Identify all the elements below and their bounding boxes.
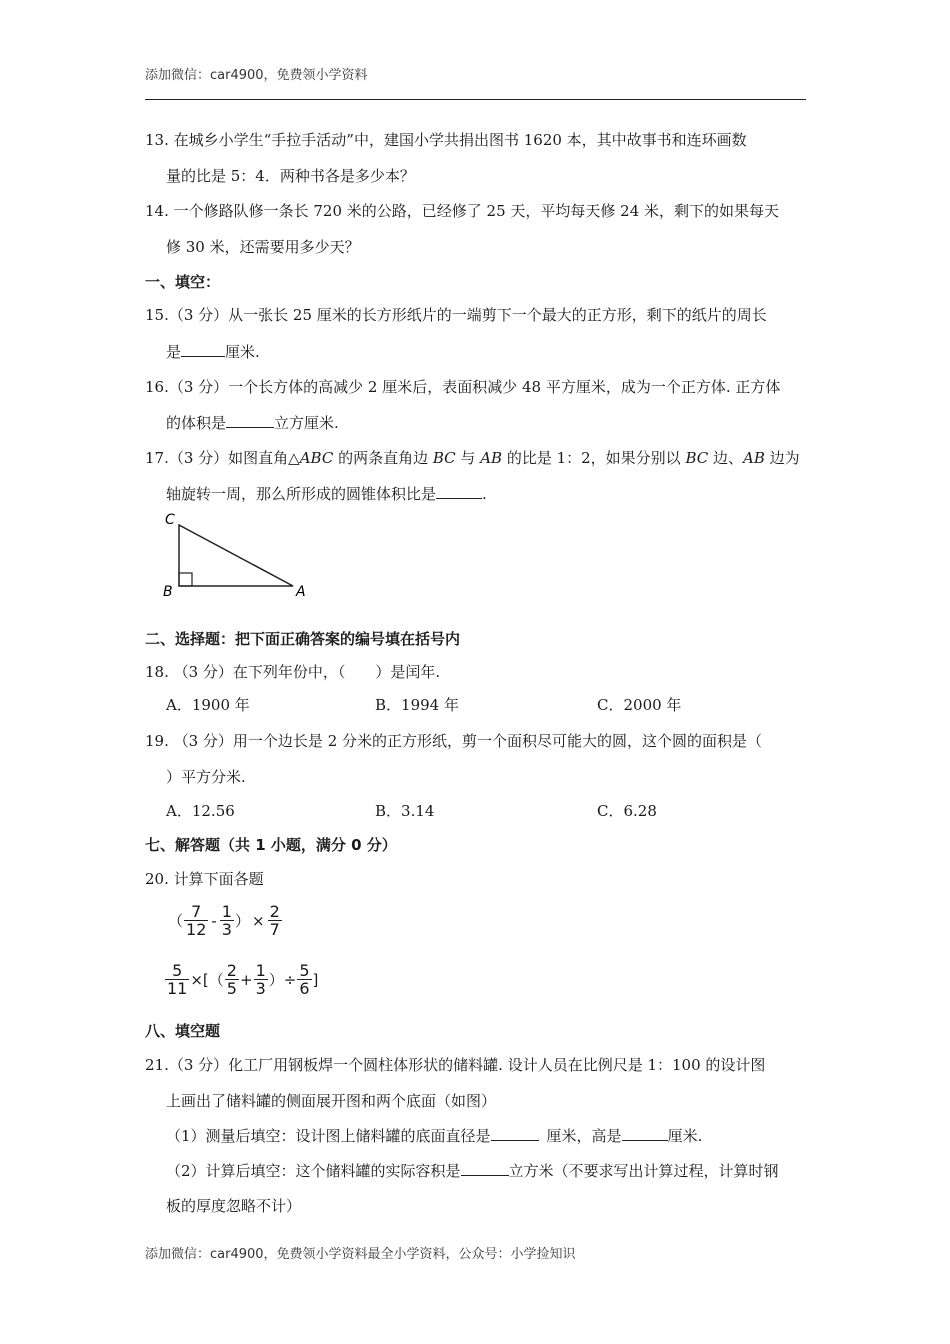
q17-answer-blank[interactable] — [436, 484, 482, 499]
divide-sign: ÷ — [283, 970, 297, 989]
denominator: 12 — [186, 920, 207, 939]
numerator: 5 — [299, 961, 310, 980]
fraction-5-6 — [297, 962, 311, 997]
numerator: 7 — [191, 902, 202, 921]
paren-close: ） — [268, 971, 284, 989]
denominator: 5 — [226, 979, 237, 998]
paren-open: （ — [208, 971, 224, 989]
denominator: 3 — [255, 979, 266, 998]
q15-text-a: 是 — [166, 343, 182, 361]
q21-p1-text-c: 厘米. — [667, 1127, 703, 1145]
q20-stem: 20. 计算下面各题 — [145, 870, 264, 888]
right-triangle-figure — [160, 510, 320, 602]
q19-line2: ）平方分米. — [166, 768, 246, 786]
q15-line2 — [166, 341, 260, 362]
times-sign: × — [252, 911, 265, 930]
q17-t3: 与 — [455, 449, 481, 467]
q18-option-a[interactable]: A．1900 年 — [166, 696, 250, 714]
q17-t1: 17.（3 分）如图直角△ — [145, 449, 300, 467]
triangle-shape — [179, 525, 293, 586]
fraction-1-3 — [220, 903, 234, 938]
q21-line2: 上画出了储料罐的侧面展开图和两个底面（如图） — [166, 1092, 497, 1110]
paren-open: （ — [168, 912, 184, 930]
minus-sign: - — [211, 911, 217, 930]
section-title-choice: 二、选择题：把下面正确答案的编号填在括号内 — [145, 630, 461, 648]
plus-sign: + — [239, 970, 253, 989]
q19-option-a[interactable]: A．12.56 — [166, 802, 235, 820]
q17-text-b: . — [482, 485, 487, 503]
q18-stem: 18. （3 分）在下列年份中，（ ）是闰年. — [145, 663, 441, 681]
q21-p2-text-b: 立方米（不要求写出计算过程，计算时钢 — [508, 1162, 779, 1180]
fraction-2-7 — [268, 903, 282, 938]
header-rule — [145, 99, 806, 100]
q21-part1 — [166, 1125, 702, 1146]
q17-line2 — [166, 483, 487, 504]
q20-expression-1 — [168, 903, 283, 938]
times-bracket: ×[ — [190, 970, 209, 989]
page-header: 添加微信：car4900，免费领小学资料 — [145, 68, 368, 83]
q17-t6: 边为 — [764, 449, 800, 467]
q15-line1: 15.（3 分）从一张长 25 厘米的长方形纸片的一端剪下一个最大的正方形，剩下的纸片的周长 — [145, 306, 767, 324]
q21-p1-text-a: （1）测量后填空：设计图上储料罐的底面直径是 — [166, 1127, 491, 1145]
fraction-2-5 — [225, 962, 239, 997]
q19-option-b[interactable]: B．3.14 — [375, 802, 435, 820]
vertex-label-a: A — [296, 584, 306, 600]
q17-ab: AB — [480, 449, 503, 467]
q17-t4: 的比是 1：2，如果分别以 — [502, 449, 686, 467]
q17-ab2: AB — [743, 449, 765, 467]
vertex-label-c: C — [165, 512, 175, 528]
q17-t5: 边、 — [708, 449, 744, 467]
q21-volume-blank[interactable] — [461, 1161, 509, 1176]
denominator: 6 — [299, 979, 310, 998]
paren-close: ） — [234, 912, 250, 930]
q15-answer-blank[interactable] — [181, 342, 225, 357]
q16-text-a: 的体积是 — [166, 414, 227, 432]
q16-text-b: 立方厘米. — [274, 414, 339, 432]
denominator: 11 — [167, 979, 188, 998]
bracket-close: ] — [312, 970, 319, 989]
q14-line2: 修 30 米，还需要用多少天？ — [166, 238, 360, 256]
q21-p2-text-a: （2）计算后填空：这个储料罐的实际容积是 — [166, 1162, 461, 1180]
q17-t2: 的两条直角边 — [333, 449, 433, 467]
q16-line2 — [166, 412, 339, 433]
numerator: 2 — [226, 961, 237, 980]
q18-option-c[interactable]: C．2000 年 — [597, 696, 682, 714]
q13-line2: 量的比是 5：4．两种书各是多少本？ — [166, 167, 415, 185]
denominator: 3 — [221, 920, 232, 939]
q19-option-c[interactable]: C．6.28 — [597, 802, 657, 820]
q17-abc: ABC — [299, 449, 334, 467]
q21-part2-cont: 板的厚度忽略不计） — [166, 1197, 302, 1215]
fraction-7-12 — [184, 903, 208, 938]
denominator: 7 — [269, 920, 280, 939]
q13-line1: 13. 在城乡小学生“手拉手活动”中，建国小学共捐出图书 1620 本，其中故事书和连环画数 — [145, 131, 747, 149]
section-title-fill-2: 八、填空题 — [145, 1022, 221, 1040]
q21-height-blank[interactable] — [622, 1126, 668, 1141]
q17-text-a: 轴旋转一周，那么所形成的圆锥体积比是 — [166, 485, 437, 503]
q17-line1 — [145, 447, 800, 468]
fraction-5-11 — [165, 962, 189, 997]
q21-line1: 21.（3 分）化工厂用钢板焊一个圆柱体形状的储料罐. 设计人员在比例尺是 1：100 的设计图 — [145, 1056, 766, 1074]
right-angle-mark — [179, 573, 192, 586]
q16-line1: 16.（3 分）一个长方体的高减少 2 厘米后，表面积减少 48 平方厘米，成为一个正方体. 正方体 — [145, 378, 781, 396]
page-footer: 添加微信：car4900，免费领小学资料最全小学资料，公众号：小学捡知识 — [145, 1247, 576, 1262]
q19-line1: 19. （3 分）用一个边长是 2 分米的正方形纸，剪一个面积尽可能大的圆，这个圆的面积是（ — [145, 732, 763, 750]
q15-text-b: 厘米. — [225, 343, 260, 361]
q17-bc2: BC — [685, 449, 709, 467]
section-title-answer: 七、解答题（共 1 小题，满分 0 分） — [145, 836, 397, 854]
q14-line1: 14. 一个修路队修一条长 720 米的公路，已经修了 25 天，平均每天修 24 米，剩下的如果每天 — [145, 202, 780, 220]
section-title-fill: 一、填空： — [145, 273, 221, 291]
q16-answer-blank[interactable] — [226, 413, 274, 428]
q21-diameter-blank[interactable] — [491, 1126, 539, 1141]
numerator: 2 — [269, 902, 280, 921]
q18-option-b[interactable]: B．1994 年 — [375, 696, 459, 714]
numerator: 1 — [255, 961, 266, 980]
fraction-1-3b — [254, 962, 268, 997]
vertex-label-b: B — [163, 584, 173, 600]
q21-part2 — [166, 1160, 779, 1181]
q17-bc: BC — [432, 449, 456, 467]
numerator: 1 — [221, 902, 232, 921]
q20-expression-2 — [164, 962, 318, 997]
numerator: 5 — [172, 961, 183, 980]
q21-p1-text-b: 厘米，高是 — [546, 1127, 622, 1145]
